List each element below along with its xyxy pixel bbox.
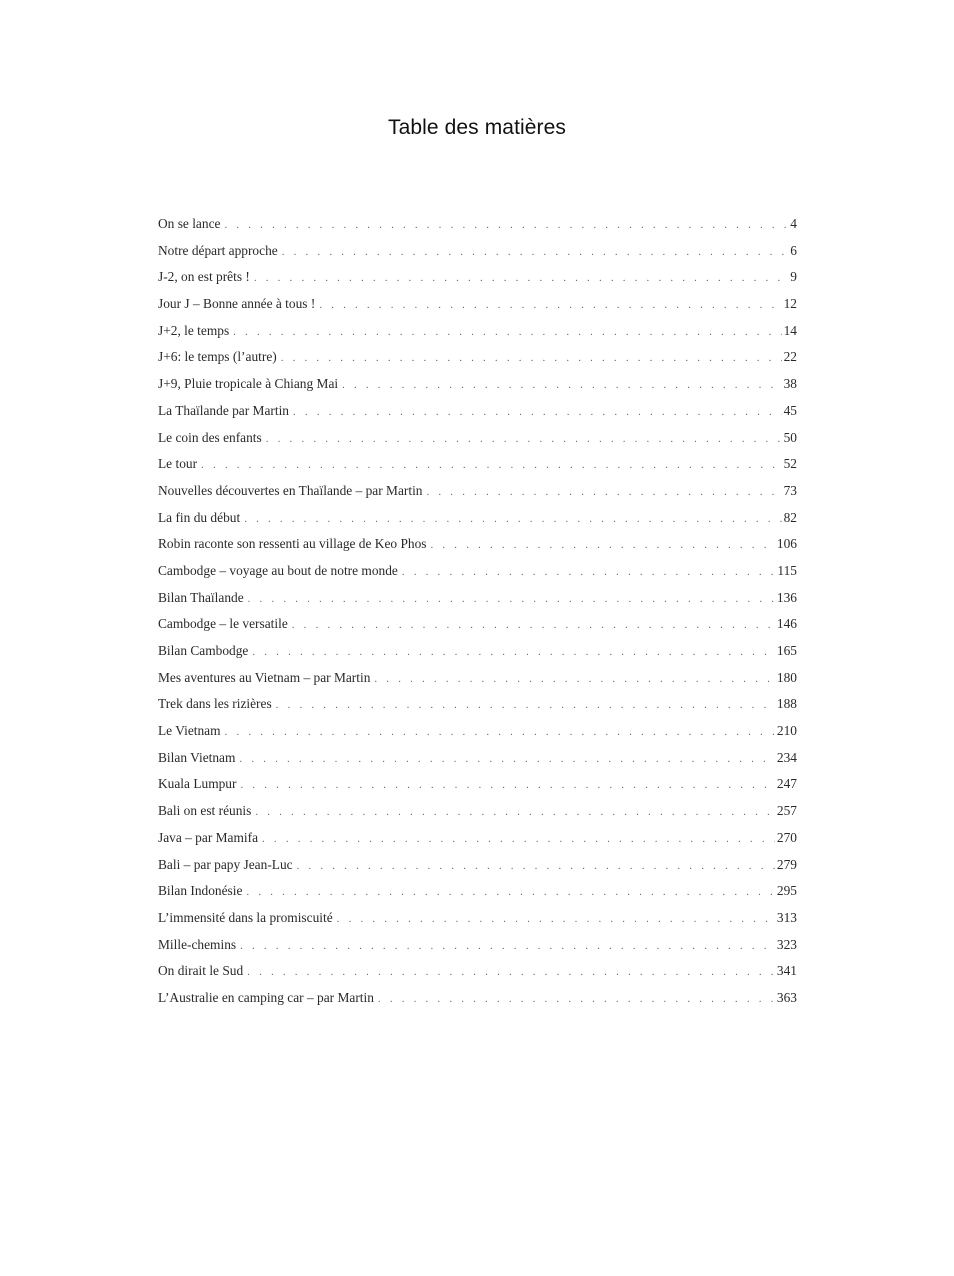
toc-entry-label: Bilan Vietnam bbox=[158, 749, 236, 765]
toc-entry-label: Trek dans les rizières bbox=[158, 696, 272, 712]
toc-entry-label: Bali – par papy Jean-Luc bbox=[158, 856, 293, 872]
toc-dot-leader bbox=[276, 692, 775, 719]
toc-entry-label: J+9, Pluie tropicale à Chiang Mai bbox=[158, 376, 339, 392]
toc-entry[interactable] bbox=[158, 585, 797, 612]
toc-dot-leader bbox=[297, 853, 775, 880]
toc-dot-leader bbox=[374, 666, 775, 693]
toc-dot-leader bbox=[402, 559, 776, 586]
toc-dot-leader bbox=[255, 799, 775, 826]
toc-dot-leader bbox=[244, 506, 781, 533]
toc-entry[interactable] bbox=[158, 852, 797, 879]
toc-entry-label: Cambodge – voyage au bout de notre monde bbox=[158, 562, 398, 578]
toc-entry[interactable] bbox=[158, 825, 797, 852]
toc-entry-label: J-2, on est prêts ! bbox=[158, 269, 250, 285]
toc-dot-leader bbox=[378, 986, 775, 1013]
toc-entry[interactable] bbox=[158, 798, 797, 825]
toc-entry[interactable] bbox=[158, 291, 797, 318]
toc-entry-page: 22 bbox=[783, 349, 797, 365]
toc-entry[interactable] bbox=[158, 344, 797, 371]
toc-entry-label: Le Vietnam bbox=[158, 723, 221, 739]
toc-entry[interactable] bbox=[158, 878, 797, 905]
toc-entry[interactable] bbox=[158, 451, 797, 478]
toc-entry-page: 295 bbox=[776, 883, 797, 899]
toc-entry-label: Le coin des enfants bbox=[158, 429, 262, 445]
toc-dot-leader bbox=[427, 479, 782, 506]
toc-entry-label: La fin du début bbox=[158, 509, 241, 525]
toc-entry-page: 363 bbox=[776, 989, 797, 1005]
toc-entry-page: 188 bbox=[776, 696, 797, 712]
toc-entry[interactable] bbox=[158, 264, 797, 291]
toc-entry-page: 106 bbox=[776, 536, 797, 552]
toc-entry[interactable] bbox=[158, 771, 797, 798]
toc-entry-label: L’immensité dans la promiscuité bbox=[158, 909, 333, 925]
toc-entry[interactable] bbox=[158, 638, 797, 665]
toc-entry[interactable] bbox=[158, 371, 797, 398]
toc-dot-leader bbox=[233, 319, 781, 346]
toc-entry-label: Cambodge – le versatile bbox=[158, 616, 288, 632]
toc-entry-page: 279 bbox=[776, 856, 797, 872]
toc-entry-label: Java – par Mamifa bbox=[158, 829, 259, 845]
toc-entry[interactable] bbox=[158, 985, 797, 1012]
toc-entry[interactable] bbox=[158, 745, 797, 772]
toc-entry-page: 210 bbox=[776, 723, 797, 739]
toc-entry-label: Bali on est réunis bbox=[158, 803, 252, 819]
toc-entry-label: L’Australie en camping car – par Martin bbox=[158, 989, 374, 1005]
toc-entry-page: 247 bbox=[776, 776, 797, 792]
toc-dot-leader bbox=[239, 746, 774, 773]
toc-entry-label: Mes aventures au Vietnam – par Martin bbox=[158, 669, 371, 685]
toc-entry-label: Kuala Lumpur bbox=[158, 776, 237, 792]
toc-entry-page: 257 bbox=[776, 803, 797, 819]
toc-entry-label: Notre départ approche bbox=[158, 242, 278, 258]
toc-dot-leader bbox=[337, 906, 775, 933]
toc-entry-page: 45 bbox=[783, 402, 797, 418]
toc-entry-label: Le tour bbox=[158, 456, 198, 472]
toc-entry-label: Mille-chemins bbox=[158, 936, 237, 952]
toc-entry-label: Bilan Thaïlande bbox=[158, 589, 244, 605]
toc-dot-leader bbox=[431, 532, 775, 559]
toc-entry-page: 9 bbox=[790, 269, 797, 285]
toc-dot-leader bbox=[240, 772, 774, 799]
toc-entry-label: On se lance bbox=[158, 216, 221, 231]
toc-dot-leader bbox=[293, 399, 782, 426]
toc-entry-page: 73 bbox=[783, 482, 797, 498]
toc-dot-leader bbox=[281, 345, 782, 372]
toc-entry-label: Bilan Cambodge bbox=[158, 643, 249, 658]
toc-dot-leader bbox=[224, 212, 788, 239]
toc-entry-label: J+2, le temps bbox=[158, 322, 230, 338]
toc-entry[interactable] bbox=[158, 425, 797, 452]
toc-entry-label: J+6: le temps (l’autre) bbox=[158, 349, 277, 365]
page-title: Table des matières bbox=[387, 116, 567, 139]
toc-entry[interactable] bbox=[158, 238, 797, 265]
toc-dot-leader bbox=[246, 879, 774, 906]
toc-entry-label: Robin raconte son ressenti au village de Keo Phos bbox=[158, 536, 427, 552]
toc-dot-leader bbox=[319, 292, 781, 319]
toc-dot-leader bbox=[292, 612, 775, 639]
toc-entry-page: 14 bbox=[783, 322, 797, 338]
toc-dot-leader bbox=[248, 586, 775, 613]
toc-dot-leader bbox=[266, 426, 782, 453]
toc-entry[interactable] bbox=[158, 558, 797, 585]
toc-dot-leader bbox=[201, 452, 782, 479]
toc-entry[interactable] bbox=[158, 958, 797, 985]
toc-entry-page: 234 bbox=[776, 749, 797, 765]
toc-entry-label: Nouvelles découvertes en Thaïlande – par Martin bbox=[158, 482, 423, 498]
toc-list bbox=[158, 211, 797, 1012]
toc-dot-leader bbox=[252, 639, 775, 666]
toc-entry[interactable] bbox=[158, 398, 797, 425]
toc-entry-page: 52 bbox=[783, 456, 797, 472]
toc-entry-page: 12 bbox=[783, 296, 797, 312]
toc-dot-leader bbox=[240, 933, 775, 960]
toc-entry[interactable] bbox=[158, 665, 797, 692]
toc-entry-page: 180 bbox=[776, 669, 797, 685]
toc-entry-page: 6 bbox=[790, 242, 797, 258]
toc-entry-label: Bilan Indonésie bbox=[158, 883, 243, 899]
toc-entry-page: 270 bbox=[776, 829, 797, 845]
toc-dot-leader bbox=[342, 372, 782, 399]
toc-entry[interactable] bbox=[158, 611, 797, 638]
toc-entry-label: On dirait le Sud bbox=[158, 963, 244, 979]
toc-entry[interactable] bbox=[158, 905, 797, 932]
toc-entry-page: 50 bbox=[783, 429, 797, 445]
toc-entry[interactable] bbox=[158, 691, 797, 718]
toc-entry-label: Jour J – Bonne année à tous ! bbox=[158, 296, 316, 312]
toc-entry[interactable] bbox=[158, 932, 797, 959]
toc-dot-leader bbox=[262, 826, 775, 853]
toc-entry[interactable] bbox=[158, 318, 797, 345]
toc-entry[interactable] bbox=[158, 531, 797, 558]
toc-dot-leader bbox=[282, 239, 789, 266]
toc-entry[interactable] bbox=[158, 211, 797, 238]
toc-entry-page: 115 bbox=[777, 562, 797, 578]
toc-entry-page: 313 bbox=[776, 909, 797, 925]
toc-entry[interactable] bbox=[158, 505, 797, 532]
toc-dot-leader bbox=[225, 719, 775, 746]
toc-entry[interactable] bbox=[158, 718, 797, 745]
toc-entry-page: 82 bbox=[783, 509, 797, 525]
toc-entry-page: 165 bbox=[776, 643, 797, 658]
toc-entry-label: La Thaïlande par Martin bbox=[158, 402, 290, 418]
toc-entry-page: 38 bbox=[783, 376, 797, 392]
toc-entry[interactable] bbox=[158, 478, 797, 505]
toc-entry-page: 341 bbox=[776, 963, 797, 979]
toc-entry-page: 323 bbox=[776, 936, 797, 952]
toc-dot-leader bbox=[247, 959, 775, 986]
toc-dot-leader bbox=[254, 265, 788, 292]
toc-entry-page: 136 bbox=[776, 589, 797, 605]
toc-entry-page: 146 bbox=[776, 616, 797, 632]
toc-entry-page: 4 bbox=[790, 216, 797, 231]
